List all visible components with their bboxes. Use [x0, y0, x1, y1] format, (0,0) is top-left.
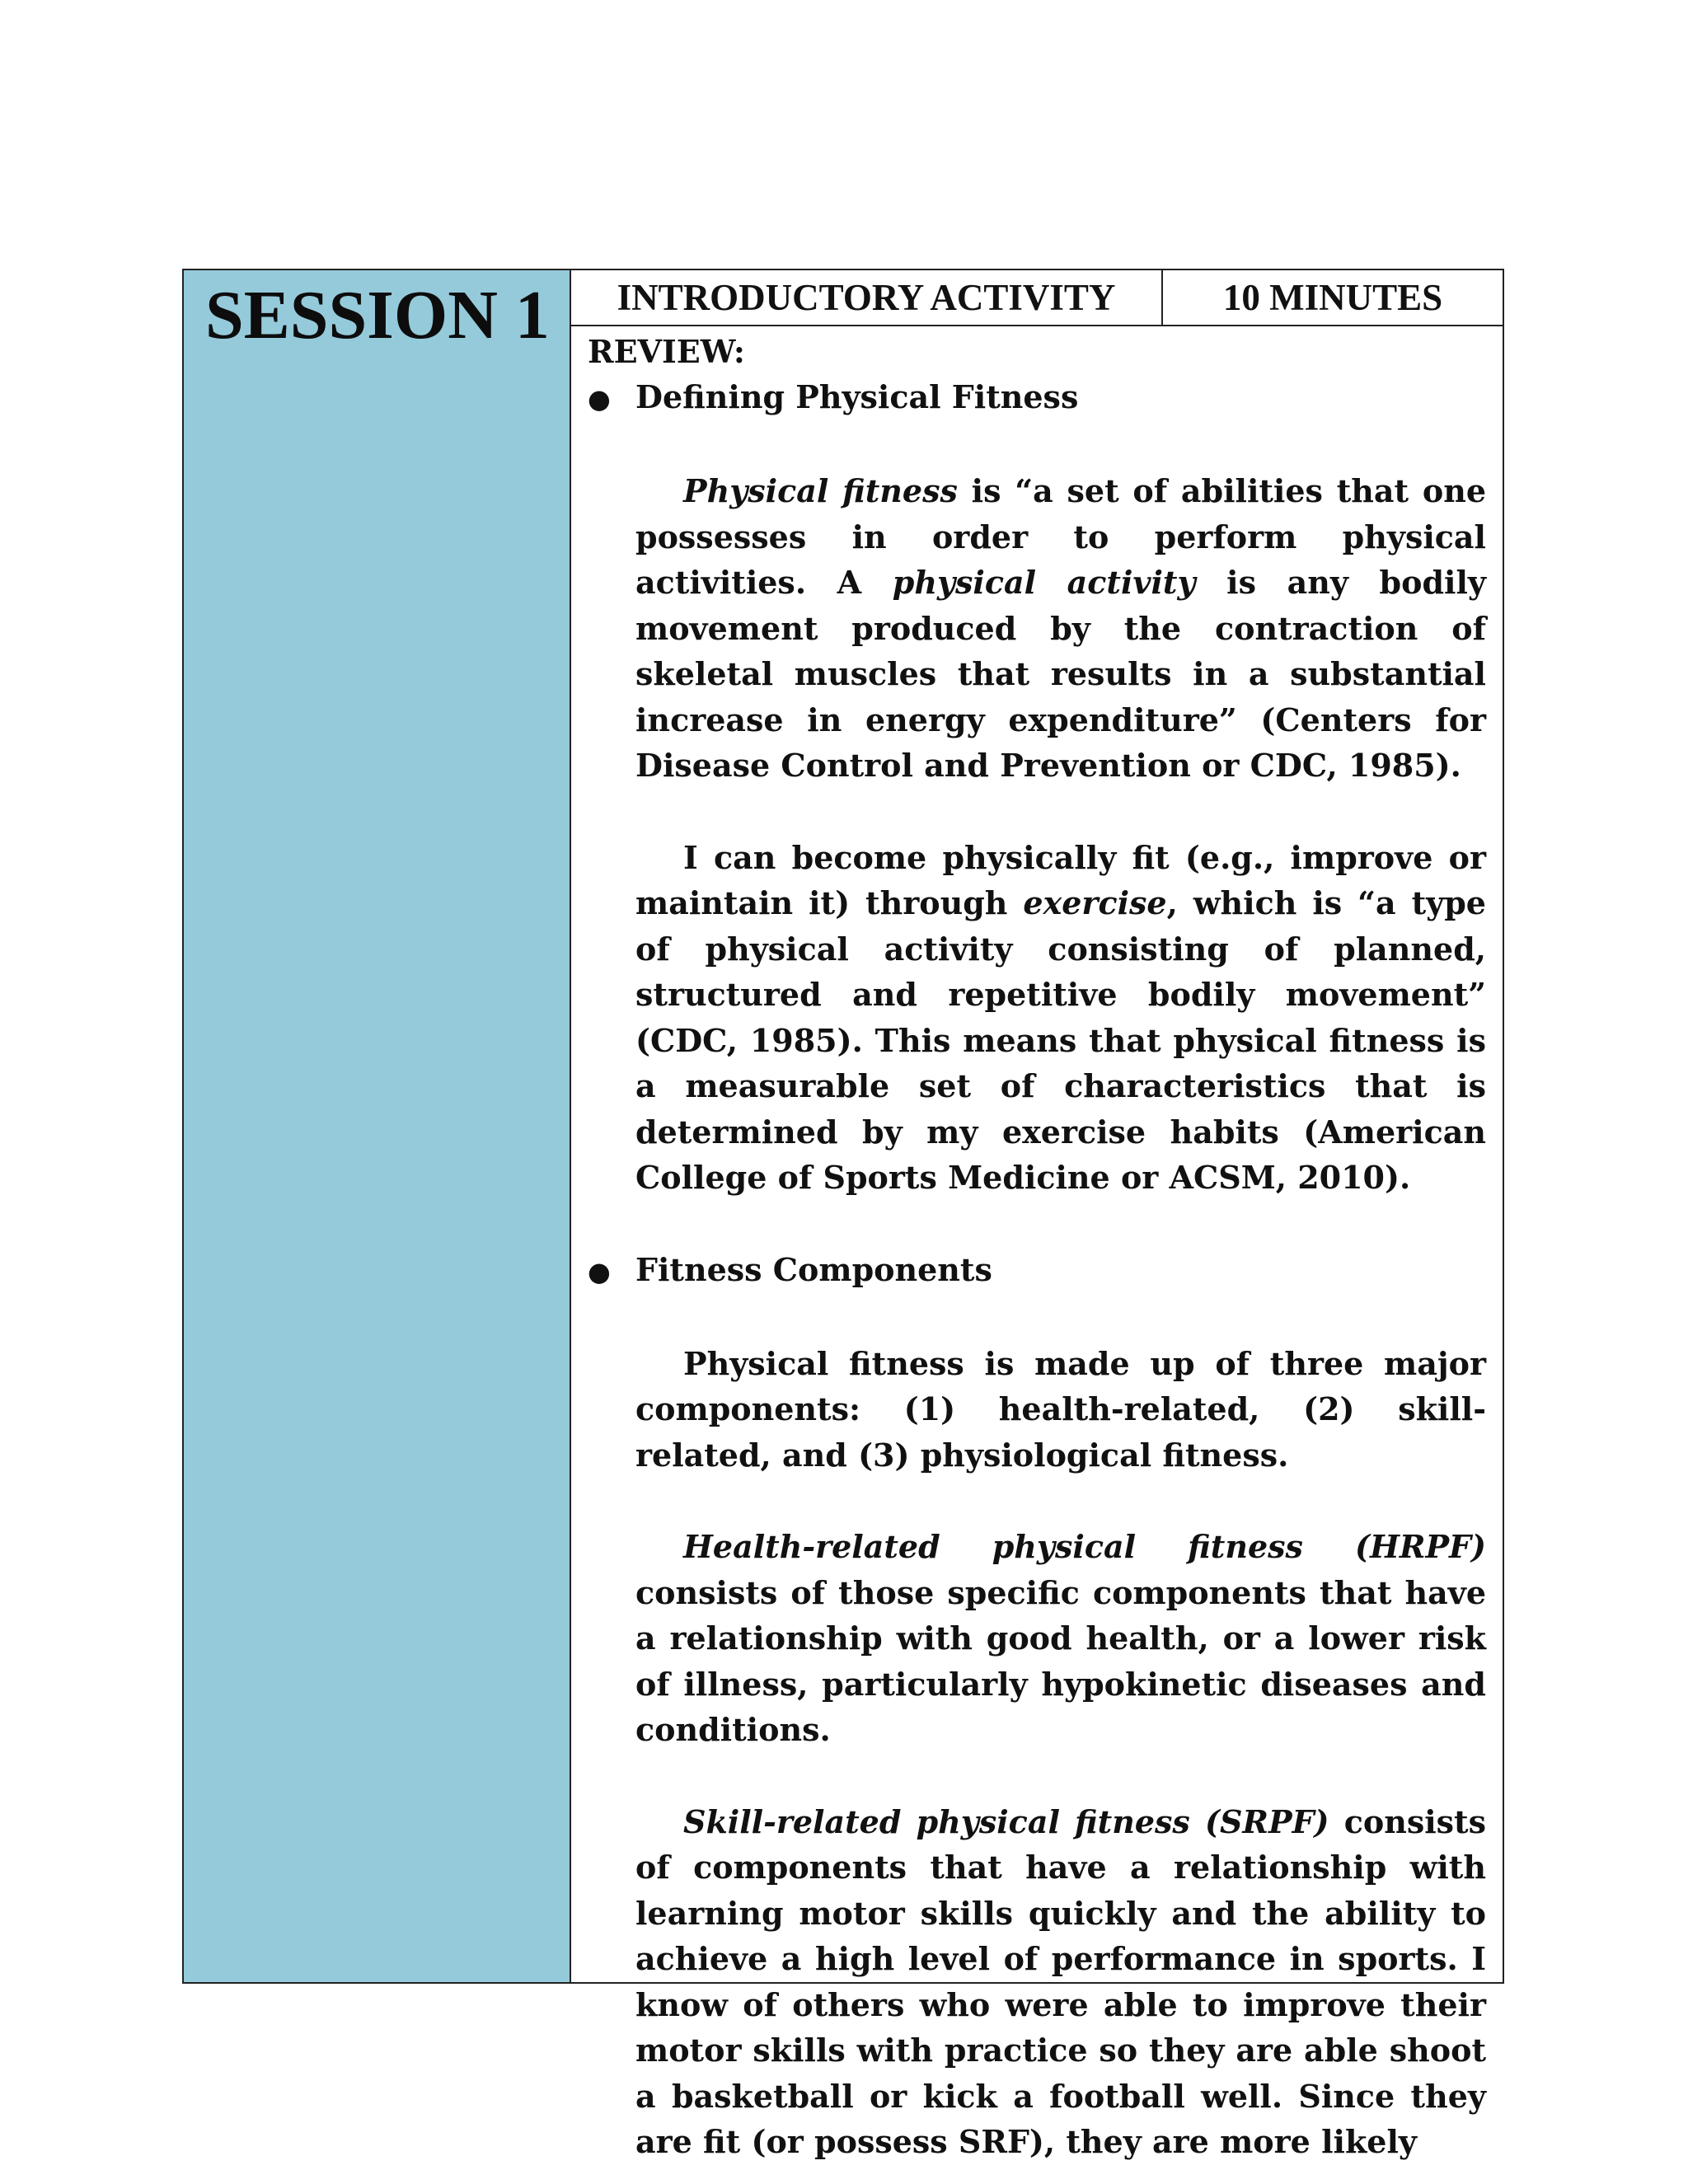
activity-column [571, 270, 1503, 2160]
bullet-icon: ● [588, 1255, 611, 1287]
bullet-defining-fitness [588, 374, 1486, 422]
term-exercise: exercise [1023, 884, 1167, 921]
bullet-icon: ● [588, 383, 611, 415]
review-label: REVIEW: [588, 333, 745, 370]
paragraph-components: Physical fitness is made up of three major components: (1) health-related, (2) skill-related, and (3) physiological fitness. [635, 1344, 1486, 1474]
paragraph-exercise: I can become physically fit (e.g., improve or maintain it) through exercise, which is “a type of physical activity consisting of planned, structured and repetitive bodily movement” (CDC, 1985). This means that physical fitness is a measurable set of characteristics that is determined by my exercise habits (American College of Sports Medicine or ACSM, 2010). [635, 838, 1486, 1196]
activity-title: INTRODUCTORY ACTIVITY [571, 270, 1163, 325]
term-physical-activity: physical activity [892, 564, 1196, 601]
paragraph-srpf: Skill-related physical fitness (SRPF) consists of components that have a relationship with learning motor skills quickly and the ability to achieve a high level of performance in sports. I know of others who were able to improve their motor skills with practice so they are able shoot a basketball or kick a football well. Since they are fit (or possess SRF), they are more likely [635, 1802, 1487, 2160]
paragraph-hrpf: Health-related physical fitness (HRPF) consists of those specific components that have a relationship with good health, or a lower risk of illness, particularly hypokinetic diseases and conditions. [635, 1528, 1486, 1748]
term-srpf: Skill-related physical fitness (SRPF) [683, 1802, 1329, 1840]
activity-header-row [571, 270, 1503, 326]
term-physical-fitness: Physical fitness [683, 472, 958, 509]
bullet-text: Defining Physical Fitness [635, 378, 1079, 415]
session-column [184, 270, 571, 1982]
paragraph-physical-fitness: Physical fitness is “a set of abilities that one possesses in order to perform physical activities. A physical activity is any bodily movement produced by the contraction of skeletal muscles that results in a substantial increase in energy expenditure” (Centers for Disease Control and Prevention or CDC, 1985). [635, 472, 1486, 784]
activity-duration: 10 MINUTES [1222, 277, 1443, 318]
bullet-fitness-components [588, 1247, 1486, 1295]
session-table [182, 269, 1504, 2160]
activity-body [571, 326, 1503, 2165]
term-hrpf: Health-related physical fitness (HRPF) [683, 1528, 1486, 1565]
session-title: SESSION 1 [205, 277, 550, 354]
bullet-text: Fitness Components [635, 1250, 992, 1288]
